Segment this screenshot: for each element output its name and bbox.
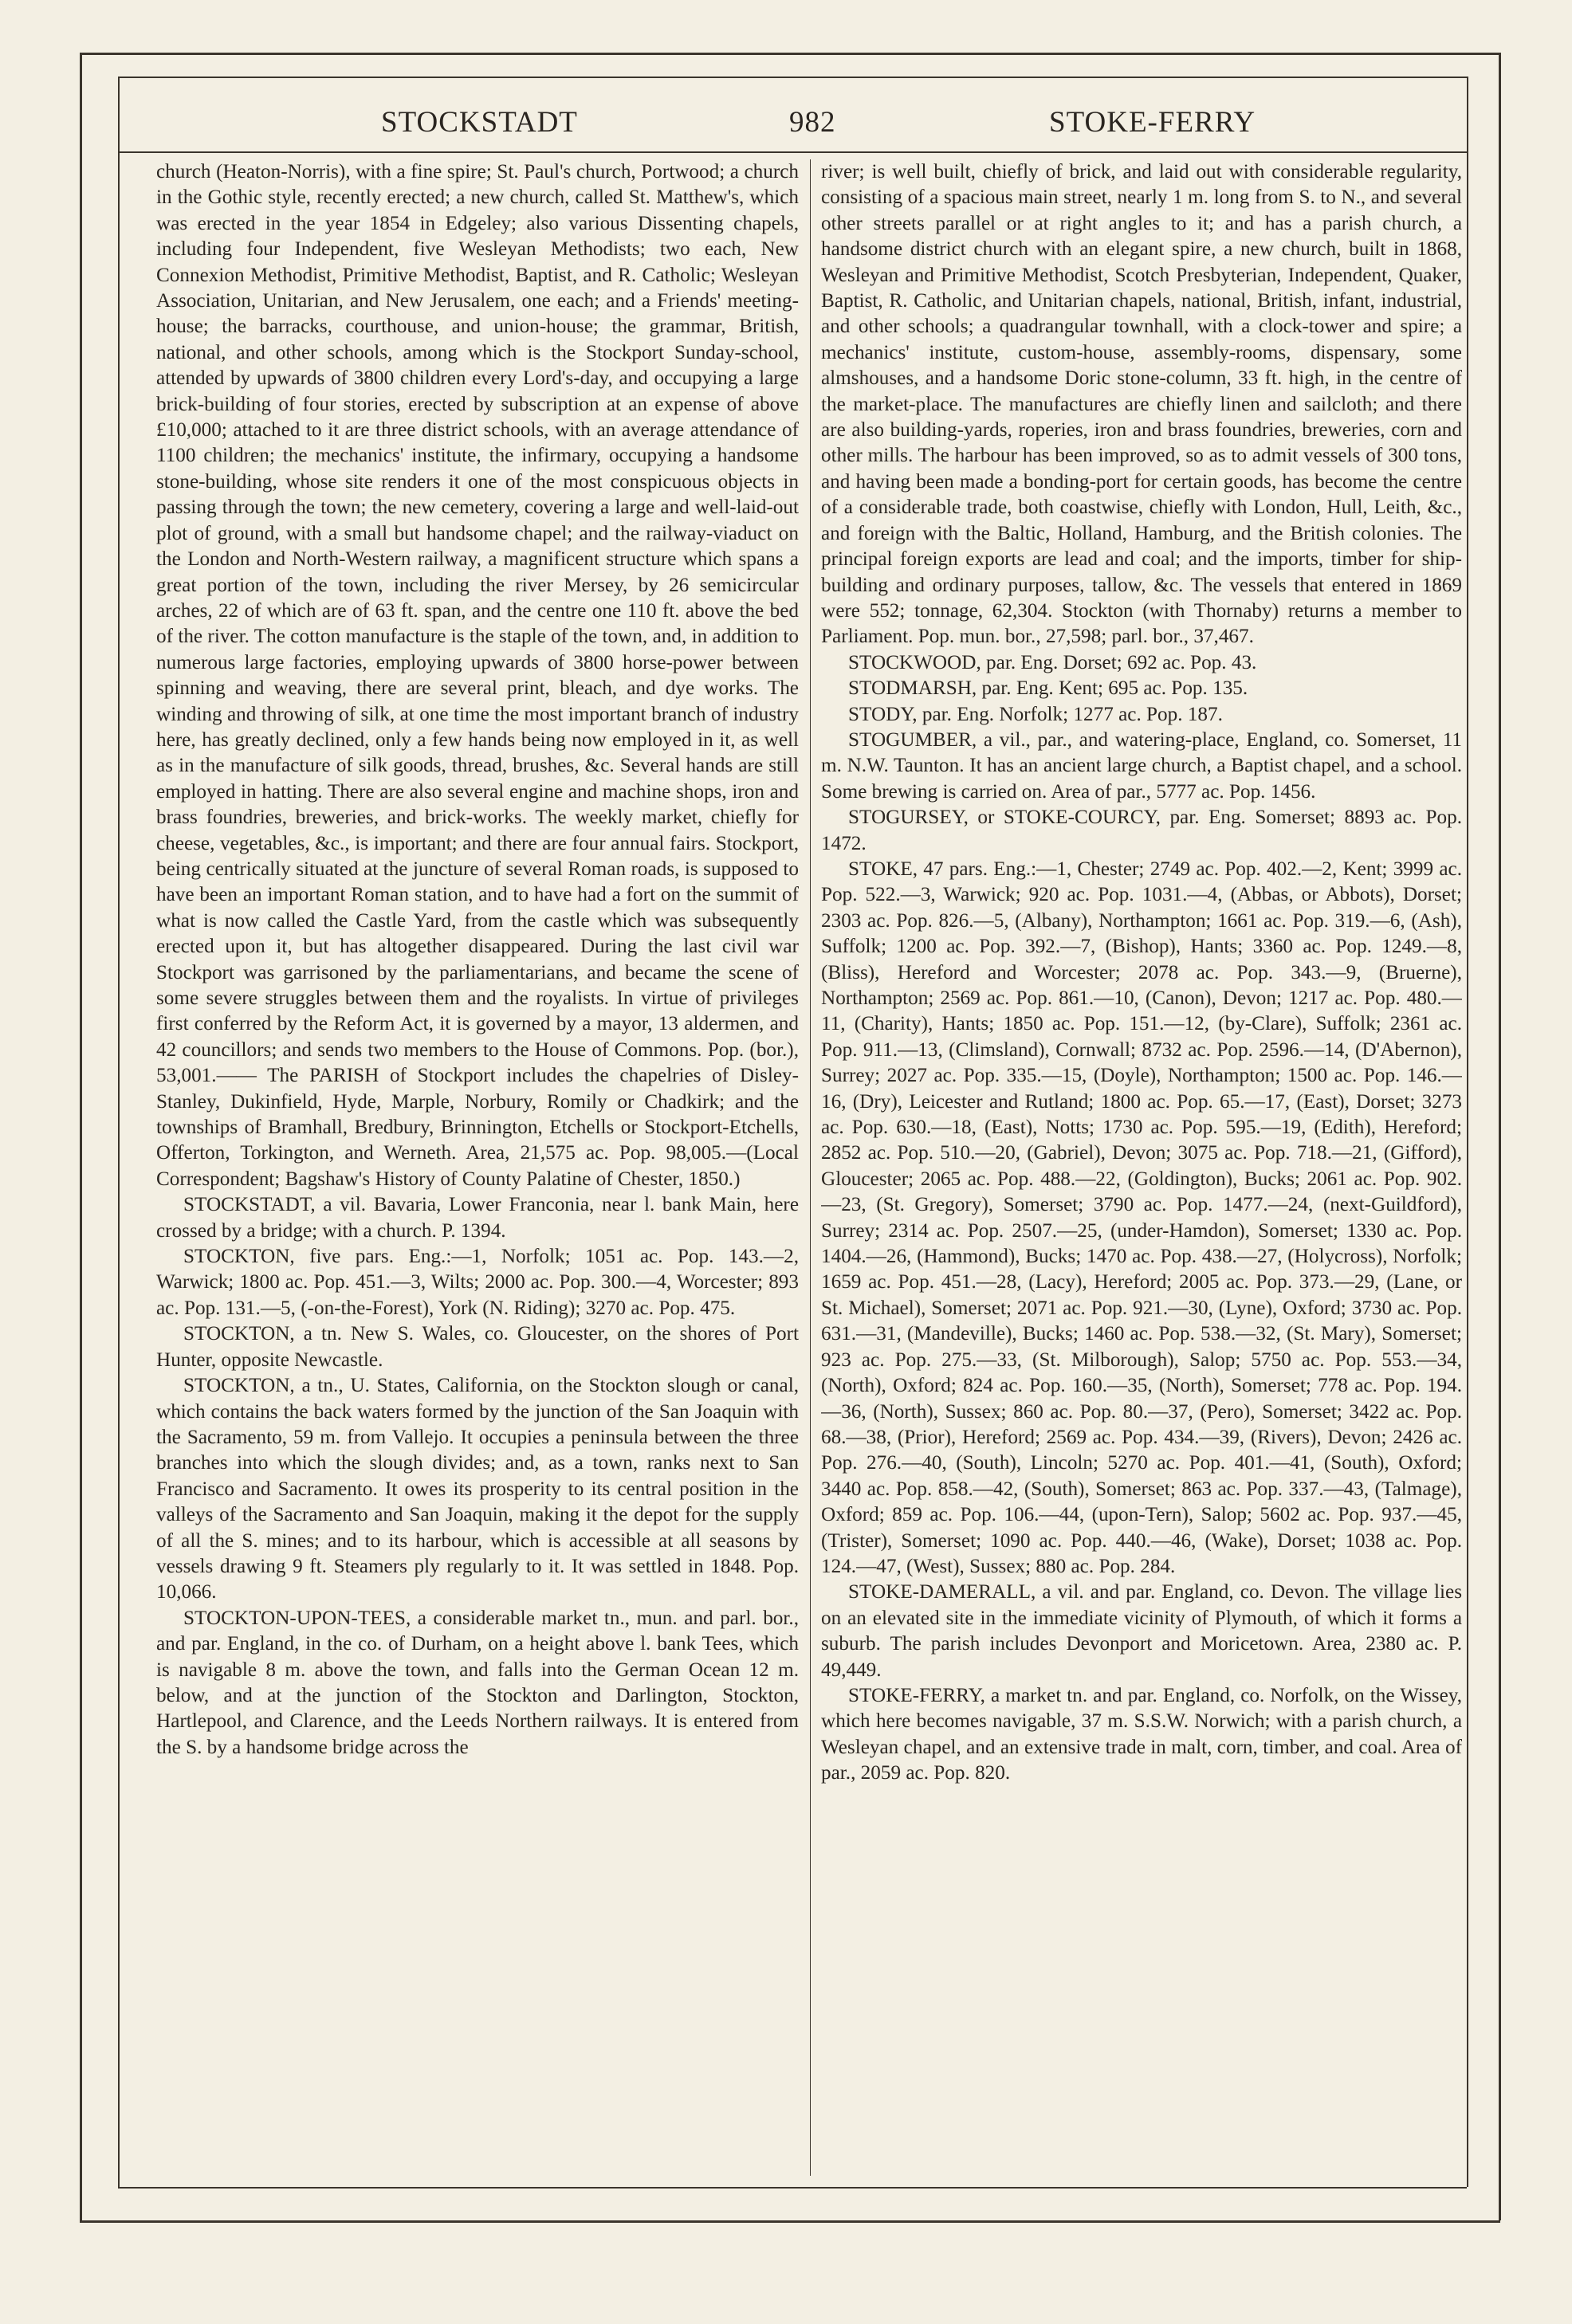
page-header xyxy=(118,105,1465,145)
entry-stockstadt: STOCKSTADT, a vil. Bavaria, Lower Franconia, near l. bank Main, here crossed by a bridge; with a church. P. 1394. xyxy=(156,1194,799,1242)
inner-rule-top xyxy=(118,77,1467,78)
outer-rule-right xyxy=(1499,53,1501,2220)
header-left-term: STOCKSTADT xyxy=(381,106,578,139)
entry-stockton-california: STOCKTON, a tn., U. States, California, on the Stockton slough or canal, which contains the back waters formed by the junction of the San Joaquin with the Sacramento, 59 m. from Vallejo. It occupies a peninsula between the three branches into which the slough divides; and, as a town, ranks next to San Francisco and Sacramento. It owes its prosperity to its central position in the valleys of the Sacramento and San Joaquin, making it the depot for the supply of all the S. mines; and to its harbour, which is accessible at all seasons by vessels drawing 9 ft. Steamers ply regularly to it. It was settled in 1848. Pop. 10,066. xyxy=(156,1375,799,1604)
inner-rule-right xyxy=(1467,77,1468,2187)
entry-stody: STODY, par. Eng. Norfolk; 1277 ac. Pop. 187. xyxy=(848,703,1223,725)
page-number: 982 xyxy=(789,106,836,139)
entry-stockwood: STOCKWOOD, par. Eng. Dorset; 692 ac. Pop. 43. xyxy=(848,651,1257,673)
entry-stockton-pars: STOCKTON, five pars. Eng.:—1, Norfolk; 1051 ac. Pop. 143.—2, Warwick; 1800 ac. Pop. 451.—3, Wilts; 2000 ac. Pop. 300.—4, Worcester; 893 ac. Pop. 131.—5, (-on-the-Forest), York (N. Riding); 3270 ac. Pop. 475. xyxy=(156,1246,799,1319)
entry-stogursey: STOGURSEY, or STOKE-COURCY, par. Eng. Somerset; 8893 ac. Pop. 1472. xyxy=(821,807,1462,854)
left-column xyxy=(156,159,799,2136)
outer-rule-top xyxy=(80,53,1499,55)
header-right-term: STOKE-FERRY xyxy=(1049,106,1256,139)
header-rule xyxy=(118,151,1467,153)
entry-stockton-nsw: STOCKTON, a tn. New S. Wales, co. Gloucester, on the shores of Port Hunter, opposite Newcastle. xyxy=(156,1323,799,1371)
entry-stockport-continued: church (Heaton-Norris), with a fine spire; St. Paul's church, Portwood; a church in the Gothic style, recently erected; a new church, called St. Matthew's, which was erected in the year 1854 in Edgeley; also various Dissenting chapels, including four Independent, five Wesleyan Methodists; two each, New Connexion Methodist, Primitive Methodist, Baptist, and R. Catholic; Wesleyan Association, Unitarian, and New Jerusalem, one each; and a Friends' meeting-house; the barracks, courthouse, and union-house; the grammar, British, national, and other schools, among which is the Stockport Sunday-school, attended by upwards of 3800 children every Lord's-day, and occupying a large brick-building of four stories, erected by subscription at an expense of above £10,000; attached to it are three district schools, with an average attendance of 1100 children; the mechanics' institute, the infirmary, occupying a handsome stone-building, whose site renders it one of the most conspicuous objects in passing through the town; the new cemetery, covering a large and well-laid-out plot of ground, with a small but handsome chapel; and the railway-viaduct on the London and North-Western railway, a magnificent structure which spans a great portion of the town, including the river Mersey, by 26 semicircular arches, 22 of which are of 63 ft. span, and the centre one 110 ft. above the bed of the river. The cotton manufacture is the staple of the town, and, in addition to numerous large factories, employing upwards of 3800 horse-power between spinning and weaving, there are several print, bleach, and dye works. The winding and throwing of silk, at one time the most important branch of industry here, has greatly declined, only a few hands being now employed in it, as well as in the manufacture of silk goods, thread, brushes, &c. Several hands are still employed in hatting. There are also several engine and machine shops, iron and brass foundries, breweries, and brick-works. The weekly market, chiefly for cheese, vegetables, &c., is important; and there are four annual fairs. Stockport, being centrically situated at the juncture of several Roman roads, is supposed to have been an important Roman station, and to have had a fort on the summit of what is now called the Castle Yard, from the castle which was subsequently erected upon it, but has altogether disappeared. During the last civil war Stockport was garrisoned by the parliamentarians, and became the scene of some severe struggles between them and the royalists. In virtue of privileges first conferred by the Reform Act, it is governed by a mayor, 13 aldermen, and 42 councillors; and sends two members to the House of Commons. Pop. (bor.), 53,001.—— The PARISH of Stockport includes the chapelries of Disley-Stanley, Dukinfield, Hyde, Marple, Norbury, Romily or Chadkirk; and the townships of Bramhall, Bredbury, Brinnington, Etchells or Stockport-Etchells, Offerton, Torkington, and Werneth. Area, 21,575 ac. Pop. 98,005.—(Local Correspondent; Bagshaw's History of County Palatine of Chester, 1850.) xyxy=(156,161,799,1190)
entry-stoke-ferry: STOKE-FERRY, a market tn. and par. England, co. Norfolk, on the Wissey, which here becomes navigable, 37 m. S.S.W. Norwich; with a parish church, a Wesleyan chapel, and an extensive trade in malt, corn, timber, and coal. Area of par., 2059 ac. Pop. 820. xyxy=(821,1684,1462,1784)
entry-stockton-upon-tees-continued: river; is well built, chiefly of brick, and laid out with considerable regularity, consisting of a spacious main street, nearly 1 m. long from S. to N., and several other streets parallel or at right angles to it; and has a parish church, a handsome district church with an elegant spire, a new church, built in 1868, Wesleyan and Primitive Methodist, Scotch Presbyterian, Independent, Quaker, Baptist, R. Catholic, and Unitarian chapels, national, British, infant, industrial, and other schools; a quadrangular townhall, with a clock-tower and spire; a mechanics' institute, custom-house, assembly-rooms, dispensary, some almshouses, and a handsome Doric stone-column, 33 ft. high, in the centre of the market-place. The manufactures are chiefly linen and sailcloth; and there are also building-yards, roperies, iron and brass foundries, breweries, corn and other mills. The harbour has been improved, so as to admit vessels of 300 tons, and having been made a bonding-port for certain goods, has become the centre of a considerable trade, both coastwise, chiefly with London, Hull, Leith, &c., and foreign with the Baltic, Holland, Hamburg, and the British colonies. The principal foreign exports are lead and coal; and the imports, timber for ship-building and ordinary purposes, tallow, &c. The vessels that entered in 1869 were 552; tonnage, 62,304. Stockton (with Thornaby) returns a member to Parliament. Pop. mun. bor., 27,598; parl. bor., 37,467. xyxy=(821,161,1462,648)
entry-stockton-upon-tees: STOCKTON-UPON-TEES, a considerable market tn., mun. and parl. bor., and par. England, in the co. of Durham, on a height above l. bank Tees, which is navigable 8 m. above the town, and falls into the German Ocean 12 m. below, and at the junction of the Stockton and Darlington, Stockton, Hartlepool, and Clarence, and the Leeds Northern railways. It is entered from the S. by a handsome bridge across the xyxy=(156,1607,799,1758)
entry-stogumber: STOGUMBER, a vil., par., and watering-place, England, co. Somerset, 11 m. N.W. Taunton. It has an ancient large church, a Baptist chapel, and a school. Some brewing is carried on. Area of par., 5777 ac. Pop. 1456. xyxy=(821,728,1462,803)
entry-stoke-damerall: STOKE-DAMERALL, a vil. and par. England, co. Devon. The village lies on an elevated site in the immediate vicinity of Plymouth, of which it forms a suburb. The parish includes Devonport and Moricetown. Area, 2380 ac. P. 49,449. xyxy=(821,1581,1462,1681)
outer-rule-bottom xyxy=(80,2220,1500,2223)
inner-rule-left xyxy=(118,77,120,2187)
entry-stoke: STOKE, 47 pars. Eng.:—1, Chester; 2749 ac. Pop. 402.—2, Kent; 3999 ac. Pop. 522.—3, Warwick; 920 ac. Pop. 1031.—4, (Abbas, or Abbots), Dorset; 2303 ac. Pop. 826.—5, (Albany), Northampton; 1661 ac. Pop. 319.—6, (Ash), Suffolk; 1200 ac. Pop. 392.—7, (Bishop), Hants; 3360 ac. Pop. 1249.—8, (Bliss), Hereford and Worcester; 2078 ac. Pop. 343.—9, (Bruerne), Northampton; 2569 ac. Pop. 861.—10, (Canon), Devon; 1217 ac. Pop. 480.—11, (Charity), Hants; 1850 ac. Pop. 151.—12, (by-Clare), Suffolk; 2361 ac. Pop. 911.—13, (Climsland), Cornwall; 8732 ac. Pop. 2596.—14, (D'Abernon), Surrey; 2027 ac. Pop. 335.—15, (Doyle), Northampton; 1500 ac. Pop. 146.—16, (Dry), Leicester and Rutland; 1800 ac. Pop. 65.—17, (East), Dorset; 3273 ac. Pop. 630.—18, (East), Notts; 1730 ac. Pop. 595.—19, (Edith), Hereford; 2852 ac. Pop. 510.—20, (Gabriel), Devon; 3075 ac. Pop. 718.—21, (Gifford), Gloucester; 2065 ac. Pop. 488.—22, (Goldington), Bucks; 2061 ac. Pop. 902.—23, (St. Gregory), Somerset; 3790 ac. Pop. 1477.—24, (next-Guildford), Surrey; 2314 ac. Pop. 2507.—25, (under-Hamdon), Somerset; 1330 ac. Pop. 1404.—26, (Hammond), Bucks; 1470 ac. Pop. 438.—27, (Holycross), Norfolk; 1659 ac. Pop. 451.—28, (Lacy), Hereford; 2005 ac. Pop. 373.—29, (Lane, or St. Michael), Somerset; 2071 ac. Pop. 921.—30, (Lyne), Oxford; 3730 ac. Pop. 631.—31, (Mandeville), Bucks; 1460 ac. Pop. 538.—32, (St. Mary), Somerset; 923 ac. Pop. 275.—33, (St. Milborough), Salop; 5750 ac. Pop. 553.—34, (North), Oxford; 824 ac. Pop. 160.—35, (North), Somerset; 778 ac. Pop. 194.—36, (North), Sussex; 860 ac. Pop. 80.—37, (Pero), Somerset; 3422 ac. Pop. 68.—38, (Prior), Hereford; 2569 ac. Pop. 434.—39, (Rivers), Devon; 2426 ac. Pop. 276.—40, (South), Lincoln; 5270 ac. Pop. 401.—41, (South), Oxford; 3440 ac. Pop. 858.—42, (South), Somerset; 863 ac. Pop. 337.—43, (Talmage), Oxford; 859 ac. Pop. 106.—44, (upon-Tern), Salop; 5602 ac. Pop. 937.—45, (Trister), Somerset; 1090 ac. Pop. 440.—46, (Wake), Dorset; 1038 ac. Pop. 124.—47, (West), Sussex; 880 ac. Pop. 284. xyxy=(821,858,1462,1577)
inner-rule-bottom xyxy=(118,2187,1467,2189)
right-column xyxy=(821,159,1462,2136)
entry-stodmarsh: STODMARSH, par. Eng. Kent; 695 ac. Pop. 135. xyxy=(848,677,1248,700)
column-divider xyxy=(810,159,811,2176)
outer-rule-left xyxy=(80,53,82,2220)
